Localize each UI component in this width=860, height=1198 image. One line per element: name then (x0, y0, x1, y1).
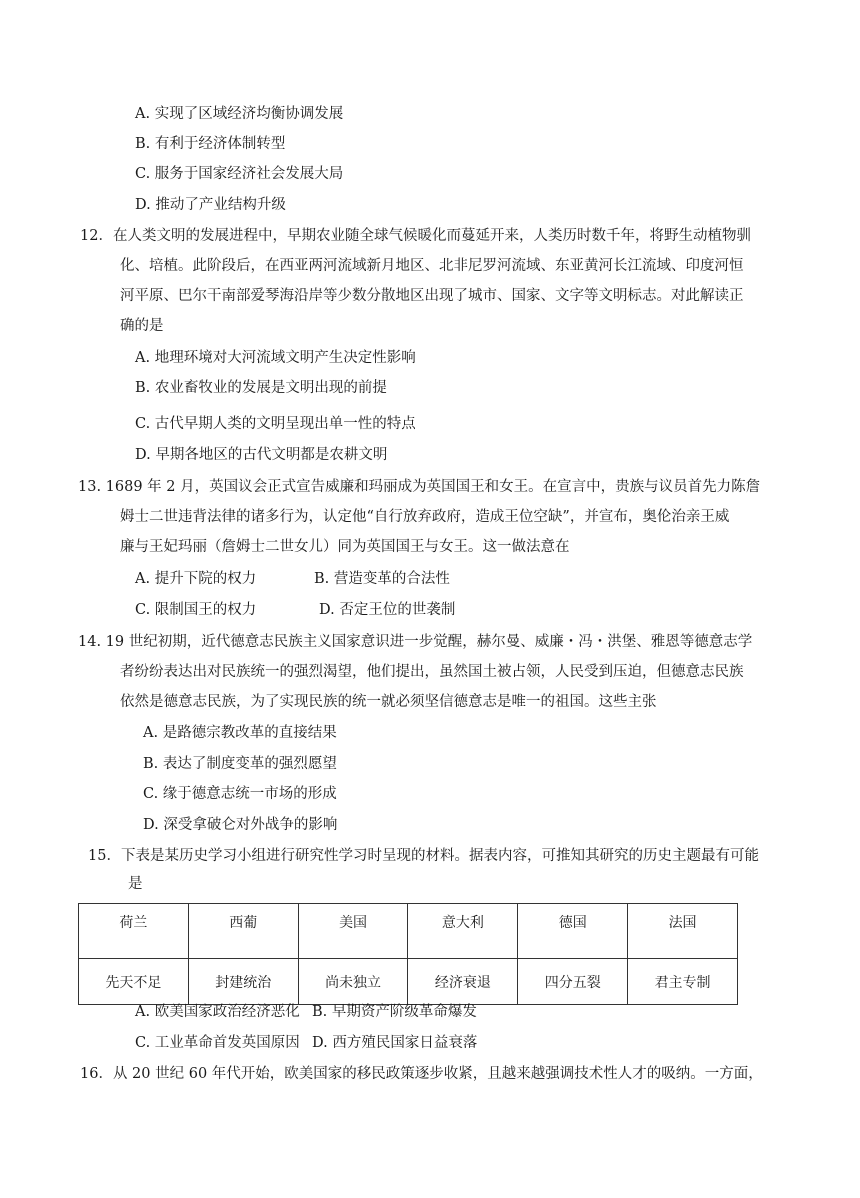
table-row (79, 904, 738, 959)
q15-option-d: D. 西方殖民国家日益衰落 (312, 1035, 478, 1051)
q12-stem-line4: 确的是 (120, 318, 164, 334)
q12-option-d: D. 早期各地区的古代文明都是农耕文明 (135, 447, 388, 463)
table-row (79, 959, 738, 1005)
table-cell: 荷兰 (79, 904, 189, 959)
q12-option-b: B. 农业畜牧业的发展是文明出现的前提 (135, 380, 387, 396)
q11-option-c: C. 服务于国家经济社会发展大局 (135, 166, 344, 182)
q13-option-a: A. 提升下院的权力 (135, 571, 257, 587)
table-cell: 先天不足 (79, 959, 189, 1005)
table-cell: 德国 (518, 904, 628, 959)
q14-option-c: C. 缘于德意志统一市场的形成 (143, 786, 337, 802)
q15-stem-line1: 15．下表是某历史学习小组进行研究性学习时呈现的材料。据表内容，可推知其研究的历史主题最有可能 (88, 848, 759, 864)
table-cell: 经济衰退 (408, 959, 518, 1005)
table-cell: 四分五裂 (518, 959, 628, 1005)
q13-stem-line1: 13. 1689 年 2 月，英国议会正式宣告威廉和玛丽成为英国国王和女王。在宣言中，贵族与议员首先力陈詹 (78, 479, 761, 495)
q11-option-a: A. 实现了区域经济均衡协调发展 (135, 106, 344, 122)
q15-table (78, 903, 738, 1005)
q12-stem-line2: 化、培植。此阶段后，在西亚两河流域新月地区、北非尼罗河流域、东亚黄河长江流域、印度河恒 (120, 258, 744, 274)
q15-option-a: A. 欧美国家政治经济恶化 (135, 1004, 300, 1020)
q11-option-d: D. 推动了产业结构升级 (135, 197, 286, 213)
q13-option-d: D. 否定王位的世袭制 (319, 602, 456, 618)
q16-stem-line1: 16．从 20 世纪 60 年代开始，欧美国家的移民政策逐步收紧，且越来越强调技术性人才的吸纳。一方面， (80, 1066, 763, 1082)
q13-option-b: B. 营造变革的合法性 (314, 571, 450, 587)
q12-stem-line1: 12．在人类文明的发展进程中，早期农业随全球气候暖化而蔓延开来，人类历时数千年，将野生动植物驯 (80, 228, 751, 244)
table-cell: 封建统治 (188, 959, 298, 1005)
table-cell: 意大利 (408, 904, 518, 959)
q12-option-a: A. 地理环境对大河流域文明产生决定性影响 (135, 350, 416, 366)
table-cell: 尚未独立 (298, 959, 408, 1005)
table-cell: 美国 (298, 904, 408, 959)
q14-option-d: D. 深受拿破仑对外战争的影响 (143, 817, 338, 833)
q11-option-b: B. 有利于经济体制转型 (135, 136, 286, 152)
q12-stem-line3: 河平原、巴尔干南部爱琴海沿岸等少数分散地区出现了城市、国家、文字等文明标志。对此解读正 (120, 288, 744, 304)
q15-stem-line2: 是 (128, 876, 143, 892)
q14-option-b: B. 表达了制度变革的强烈愿望 (143, 756, 337, 772)
table-cell: 西葡 (188, 904, 298, 959)
table-cell: 法国 (628, 904, 738, 959)
q14-stem-line1: 14. 19 世纪初期，近代德意志民族主义国家意识进一步觉醒，赫尔曼、威廉・冯・洪堡、雅恩等德意志学 (78, 634, 753, 650)
q13-stem-line3: 廉与王妃玛丽（詹姆士二世女儿）同为英国国王与女王。这一做法意在 (120, 539, 570, 555)
q15-option-b: B. 早期资产阶级革命爆发 (312, 1004, 477, 1020)
q14-stem-line2: 者纷纷表达出对民族统一的强烈渴望，他们提出，虽然国土被占领，人民受到压迫，但德意志民族 (120, 664, 744, 680)
q14-stem-line3: 依然是德意志民族，为了实现民族的统一就必须坚信德意志是唯一的祖国。这些主张 (120, 694, 657, 710)
table-cell: 君主专制 (628, 959, 738, 1005)
q13-option-c: C. 限制国王的权力 (135, 602, 257, 618)
q12-option-c: C. 古代早期人类的文明呈现出单一性的特点 (135, 416, 416, 432)
q15-option-c: C. 工业革命首发英国原因 (135, 1035, 300, 1051)
q13-stem-line2: 姆士二世违背法律的诸多行为，认定他“自行放弃政府，造成王位空缺”，并宣布，奥伦治亲王威 (120, 509, 730, 525)
q14-option-a: A. 是路德宗教改革的直接结果 (143, 725, 337, 741)
